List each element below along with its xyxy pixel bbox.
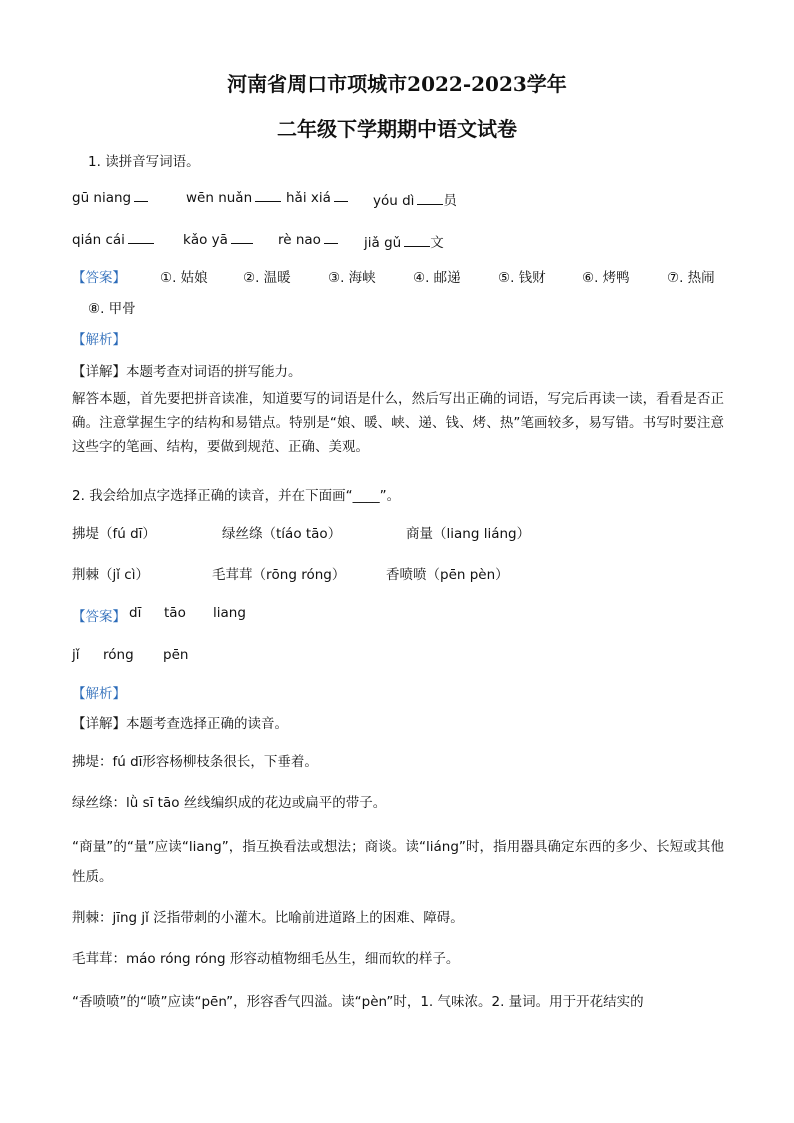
q2-option: 绿丝绦（tíáo tāo） xyxy=(222,526,342,542)
q2-option: 拂堤（fú dī） xyxy=(72,526,156,542)
q1-answer-item: ③. 海峡 xyxy=(328,270,376,286)
q1-detail: 【详解】本题考查对词语的拼写能力。 xyxy=(72,364,302,380)
q1-pinyin-item: kǎo yā xyxy=(183,231,253,248)
question-2-prompt: 2. 我会给加点字选择正确的读音，并在下面画“____”。 xyxy=(72,488,401,504)
q1-answer-item: ⑥. 烤鸭 xyxy=(582,270,630,286)
q1-pinyin-item: qián cái xyxy=(72,231,154,248)
q2-option: 荆棘（jǐ cì） xyxy=(72,567,149,583)
q1-pinyin-item: rè nao xyxy=(278,231,338,248)
page-title-line1: 河南省周口市项城市2022-2023学年 xyxy=(227,72,567,96)
q2-answer-item: dī xyxy=(129,605,142,621)
q2-answer-item: róng xyxy=(103,647,134,663)
q2-option: 商量（liang liáng） xyxy=(406,526,531,542)
q1-pinyin-item: jiǎ gǔ 文 xyxy=(364,235,444,251)
q1-pinyin-item: wēn nuǎn xyxy=(186,189,281,206)
q1-answer-item: ⑧. 甲骨 xyxy=(88,301,136,317)
q2-option: 香喷喷（pēn pèn） xyxy=(386,567,509,583)
q1-answer-item: ⑦. 热闹 xyxy=(667,270,715,286)
q2-explanation-line: 拂堤：fú dī形容杨柳枝条很长，下垂着。 xyxy=(72,754,318,770)
q2-answer-item: jǐ xyxy=(72,647,80,663)
q2-explanation-line: 毛茸茸：máo róng róng 形容动植物细毛丛生，细而软的样子。 xyxy=(72,951,460,967)
q1-pinyin-item: hǎi xiá xyxy=(286,189,348,206)
q2-option: 毛茸茸（rōng róng） xyxy=(212,567,346,583)
q1-answer-item: ①. 姑娘 xyxy=(160,270,208,286)
q2-analysis-tag: 【解析】 xyxy=(72,686,126,702)
q2-explanation-line: 绿丝绦：lǜ sī tāo 丝线编织成的花边或扁平的带子。 xyxy=(72,795,387,811)
q1-answer-tag: 【答案】 xyxy=(72,270,126,286)
q1-pinyin-item: yóu dì 员 xyxy=(373,193,457,209)
q2-answer-item: tāo xyxy=(164,605,186,621)
q1-analysis-tag: 【解析】 xyxy=(72,332,126,348)
q1-answer-item: ⑤. 钱财 xyxy=(498,270,546,286)
q2-explanation-line: “香喷喷”的“喷”应读“pēn”，形容香气四溢。读“pèn”时，1. 气味浓。2. 量词。用于开花结实的 xyxy=(72,994,644,1010)
q1-answer-item: ②. 温暖 xyxy=(243,270,291,286)
q1-pinyin-item: gū niang xyxy=(72,189,148,206)
q2-answer-item: liang xyxy=(213,605,246,621)
q2-detail: 【详解】本题考查选择正确的读音。 xyxy=(72,716,288,732)
q2-explanation-line: 荆棘：jīng jǐ 泛指带刺的小灌木。比喻前进道路上的困难、障碍。 xyxy=(72,910,464,926)
q1-answer-item: ④. 邮递 xyxy=(413,270,461,286)
q2-answer-item: pēn xyxy=(163,647,189,663)
page-title-line2: 二年级下学期期中语文试卷 xyxy=(277,117,517,141)
question-1-prompt: 1. 读拼音写词语。 xyxy=(88,154,200,170)
q2-answer-tag: 【答案】 xyxy=(72,609,126,625)
q1-explanation: 解答本题，首先要把拼音读准，知道要写的词语是什么，然后写出正确的词语，写完后再读一读，看看是否正确。注意掌握生字的结构和易错点。特别是“娘、暖、峡、递、钱、烤、热”笔画较多，易写错。书写时要注意这些字的笔画、结构，要做到规范、正确、美观。 xyxy=(72,391,724,455)
q2-explanation-line: “商量”的“量”应读“liang”，指互换看法或想法；商谈。读“liáng”时，指用器具确定东西的多少、长短或其他性质。 xyxy=(72,839,724,885)
